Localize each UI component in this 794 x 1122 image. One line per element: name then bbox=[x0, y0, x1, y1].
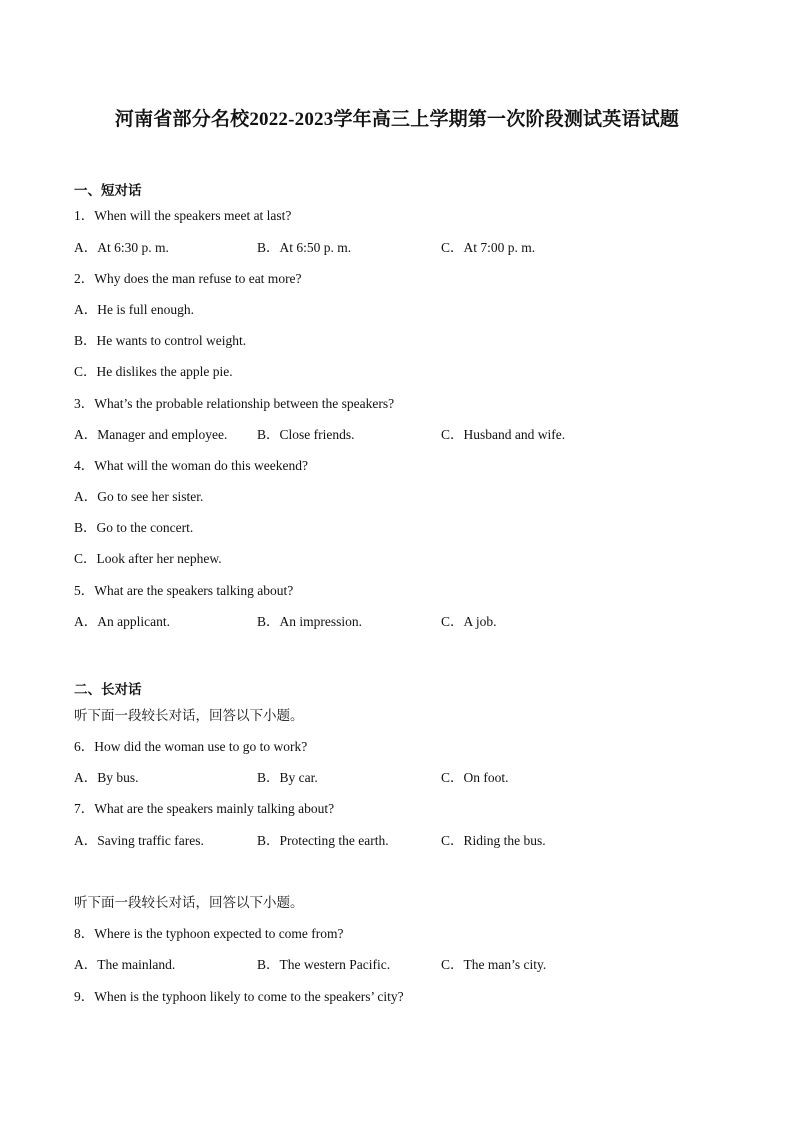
question-7-option-b: B．Protecting the earth. bbox=[257, 833, 389, 848]
question-5-option-c: C．A job. bbox=[441, 614, 497, 629]
question-1-option-a: A．At 6:30 p. m. bbox=[74, 240, 169, 255]
section-intro-1: 听下面一段较长对话，回答以下小题。 bbox=[74, 708, 304, 723]
question-3-option-b: B．Close friends. bbox=[257, 427, 355, 442]
question-2-option-a: A．He is full enough. bbox=[74, 302, 194, 317]
question-8-option-c: C．The man’s city. bbox=[441, 957, 547, 972]
question-4-option-b: B．Go to the concert. bbox=[74, 520, 194, 535]
question-2-option-b: B．He wants to control weight. bbox=[74, 333, 247, 348]
question-4-option-a: A．Go to see her sister. bbox=[74, 489, 204, 504]
question-8-stem: 8．Where is the typhoon expected to come from? bbox=[74, 926, 344, 941]
question-7-option-c: C．Riding the bus. bbox=[441, 833, 546, 848]
page-title: 河南省部分名校2022-2023学年高三上学期第一次阶段测试英语试题 bbox=[114, 109, 680, 130]
question-4-option-c: C．Look after her nephew. bbox=[74, 551, 222, 566]
question-7-option-a: A．Saving traffic fares. bbox=[74, 833, 204, 848]
question-4-stem: 4．What will the woman do this weekend? bbox=[74, 458, 308, 473]
question-6-stem: 6．How did the woman use to go to work? bbox=[74, 739, 308, 754]
question-8-option-b: B．The western Pacific. bbox=[257, 957, 391, 972]
question-7-stem: 7．What are the speakers mainly talking about? bbox=[74, 801, 335, 816]
question-5-stem: 5．What are the speakers talking about? bbox=[74, 583, 294, 598]
question-1-stem: 1．When will the speakers meet at last? bbox=[74, 208, 292, 223]
question-9-stem: 9．When is the typhoon likely to come to the speakers’ city? bbox=[74, 989, 404, 1004]
question-5-option-a: A．An applicant. bbox=[74, 614, 170, 629]
question-1-option-c: C．At 7:00 p. m. bbox=[441, 240, 536, 255]
section-heading-long-dialogues: 二、长对话 bbox=[74, 682, 142, 697]
question-3-option-c: C．Husband and wife. bbox=[441, 427, 566, 442]
question-6-option-a: A．By bus. bbox=[74, 770, 139, 785]
section-heading-short-dialogues: 一、短对话 bbox=[74, 183, 142, 198]
question-8-option-a: A．The mainland. bbox=[74, 957, 176, 972]
question-6-option-b: B．By car. bbox=[257, 770, 318, 785]
question-3-stem: 3．What’s the probable relationship between the speakers? bbox=[74, 396, 395, 411]
question-2-stem: 2．Why does the man refuse to eat more? bbox=[74, 271, 302, 286]
question-6-option-c: C．On foot. bbox=[441, 770, 509, 785]
question-3-option-a: A．Manager and employee. bbox=[74, 427, 228, 442]
question-2-option-c: C．He dislikes the apple pie. bbox=[74, 364, 233, 379]
question-5-option-b: B．An impression. bbox=[257, 614, 363, 629]
section-intro-2: 听下面一段较长对话，回答以下小题。 bbox=[74, 895, 304, 910]
question-1-option-b: B．At 6:50 p. m. bbox=[257, 240, 352, 255]
